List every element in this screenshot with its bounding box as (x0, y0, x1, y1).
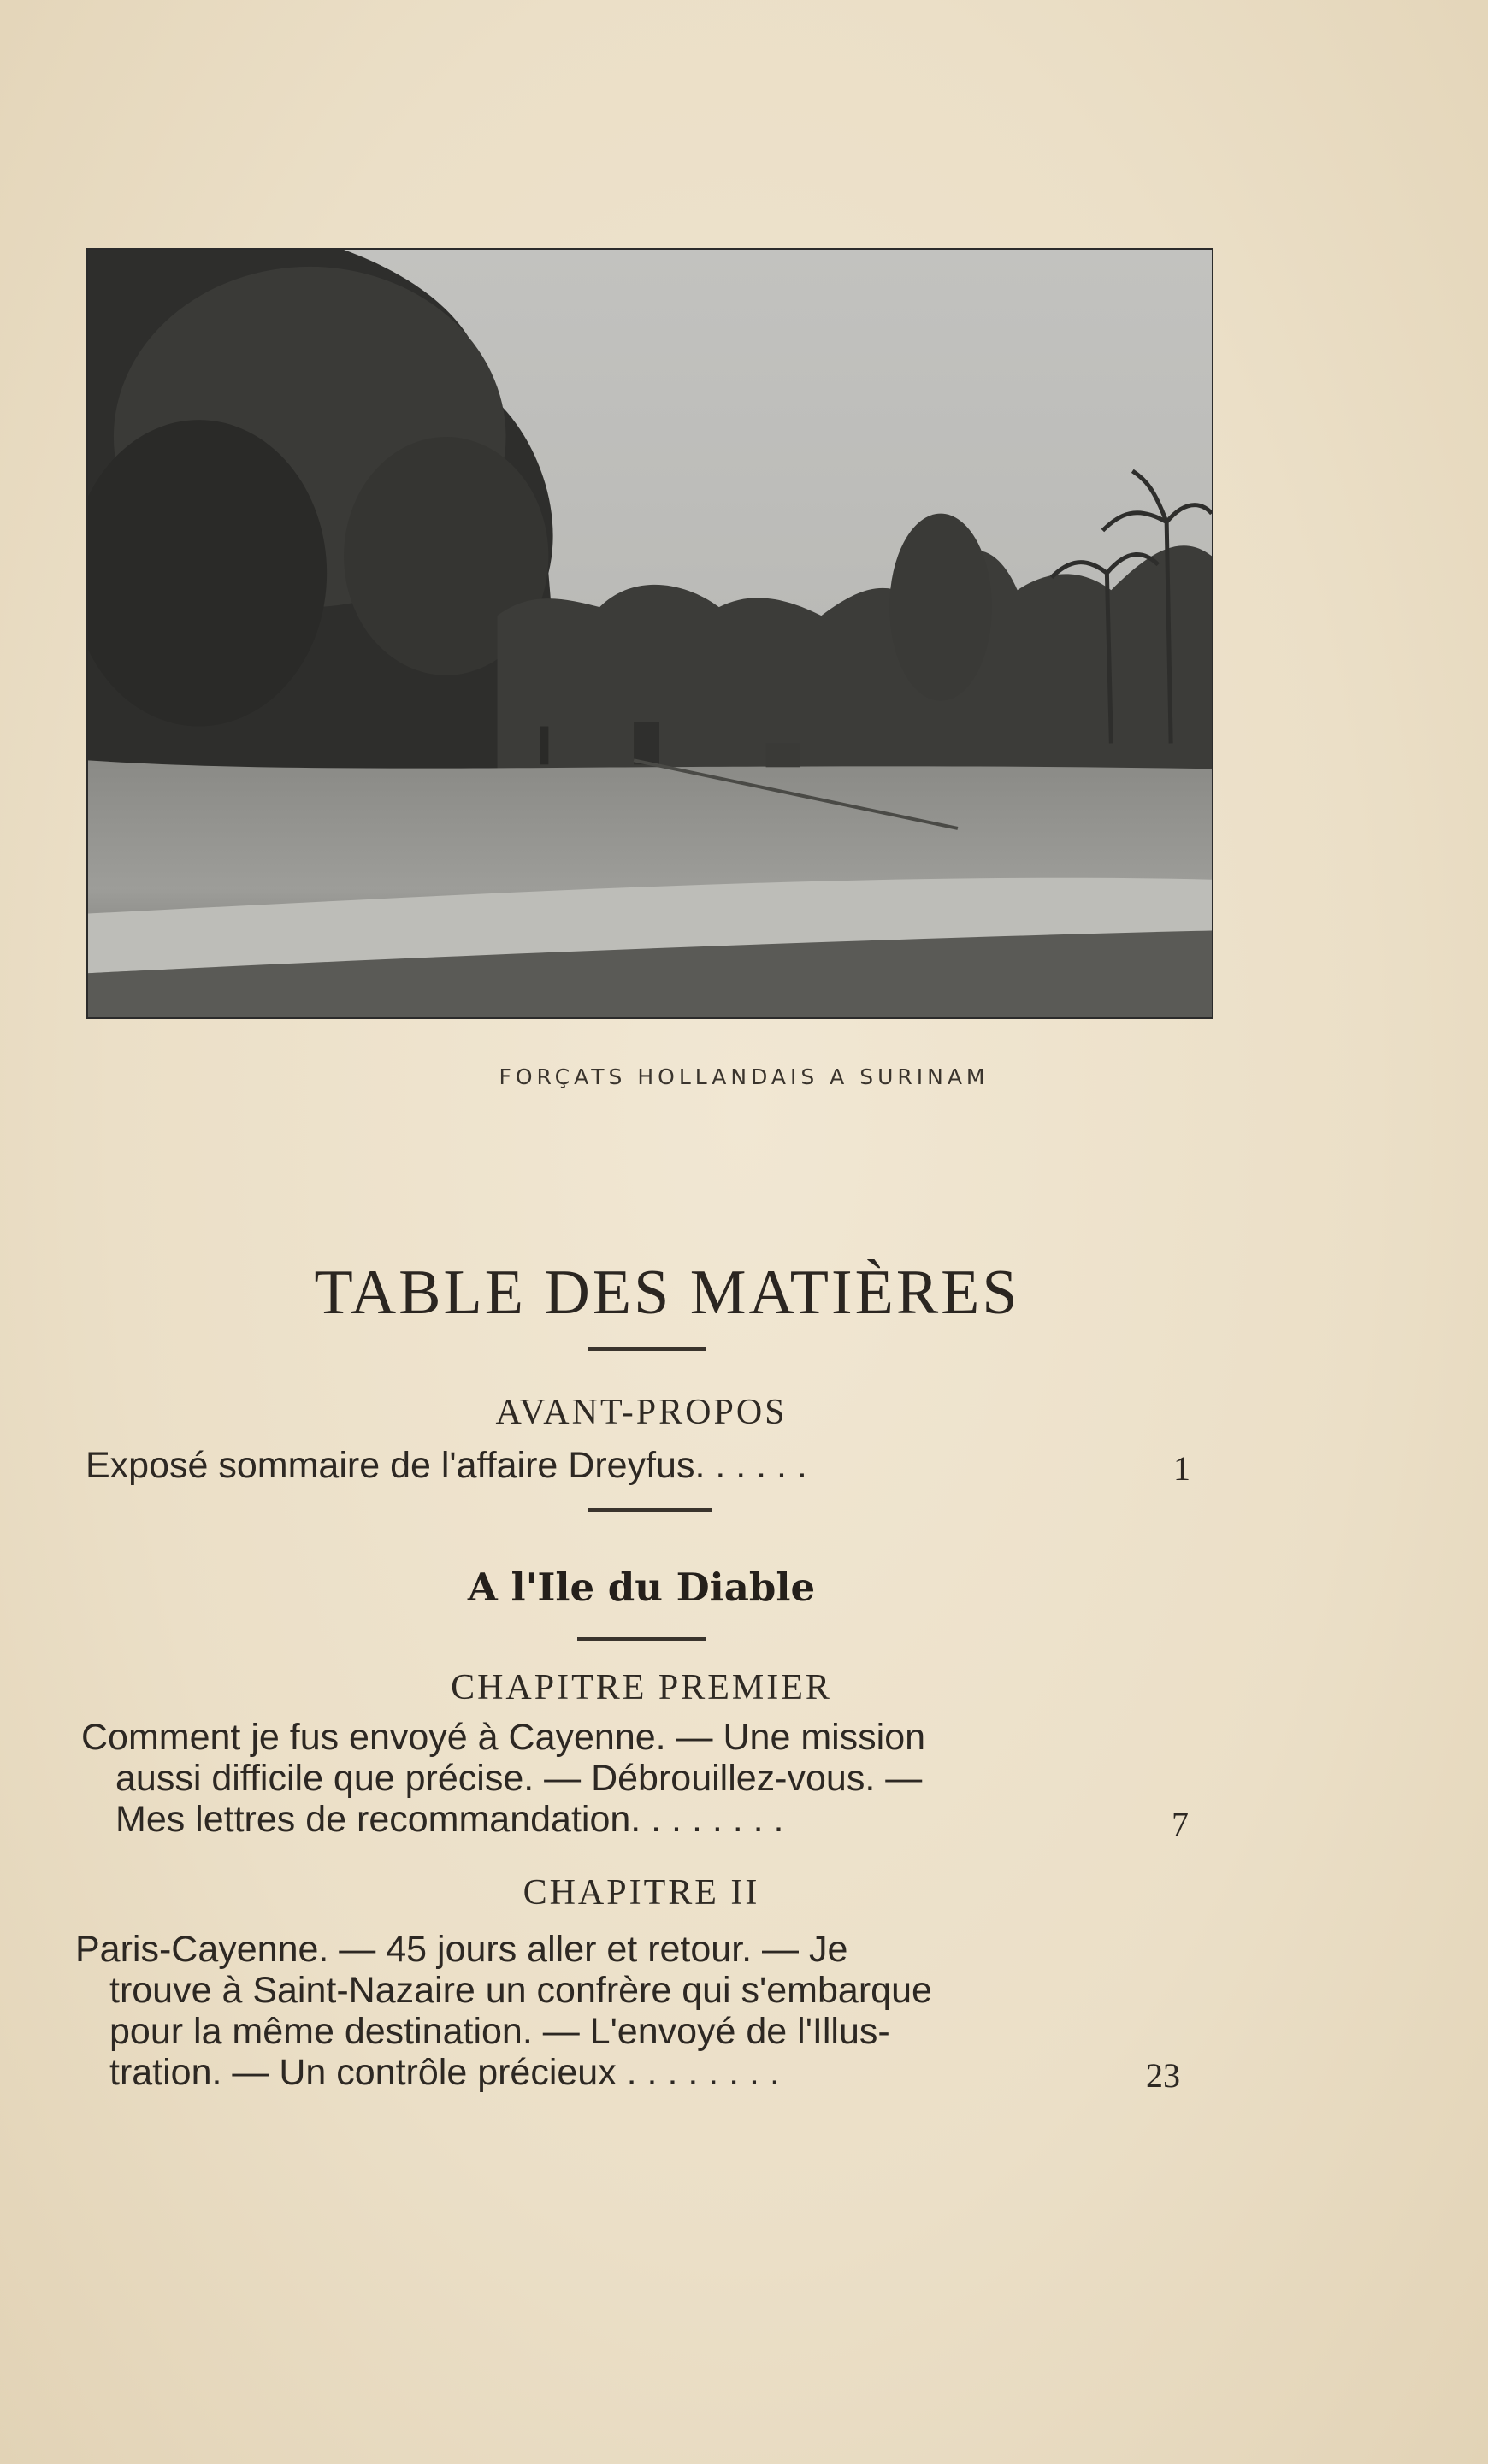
foreword-entry (86, 1445, 807, 1486)
chapter-1-line-3: Mes lettres de recommandation. . . . . . . . (115, 1799, 784, 1840)
chapter-1-page-number: 7 (1172, 1805, 1189, 1843)
chapter-1-line-2: aussi difficile que précise. — Débrouillez-vous. — (115, 1758, 923, 1799)
chapter-1-entry (81, 1717, 925, 1840)
chapter-2-page-number: 23 (1146, 2056, 1180, 2095)
foreword-heading: AVANT-PROPOS (495, 1393, 788, 1432)
chapter-2-line-1: Paris-Cayenne. — 45 jours aller et retour. — Je (75, 1929, 848, 1970)
chapter-1-heading: CHAPITRE PREMIER (451, 1668, 832, 1707)
chapter-2-line-3: pour la même destination. — L'envoyé de l'Illus- (109, 2011, 890, 2052)
foreword-divider (588, 1508, 712, 1512)
part-divider (577, 1637, 706, 1641)
chapter-2-line-2: trouve à Saint-Nazaire un confrère qui s'embarque (109, 1970, 932, 2011)
chapter-1-line-1: Comment je fus envoyé à Cayenne. — Une mission (81, 1717, 926, 1758)
chapter-2-line-4: tration. — Un contrôle précieux . . . . . . . . (109, 2052, 780, 2093)
chapter-2-heading: CHAPITRE II (523, 1873, 760, 1913)
photograph (86, 248, 1213, 1019)
title-divider (588, 1347, 706, 1351)
foreword-page-number: 1 (1173, 1449, 1190, 1488)
photo-caption: FORÇATS HOLLANDAIS A SURINAM (499, 1064, 989, 1089)
foreword-entry-text: Exposé sommaire de l'affaire Dreyfus. . . . . . (86, 1445, 807, 1486)
landscape-photo-image (88, 250, 1212, 1017)
chapter-2-entry (75, 1929, 932, 2093)
part-title: A l'Ile du Diable (467, 1565, 816, 1610)
toc-title: TABLE DES MATIÈRES (314, 1258, 1020, 1328)
